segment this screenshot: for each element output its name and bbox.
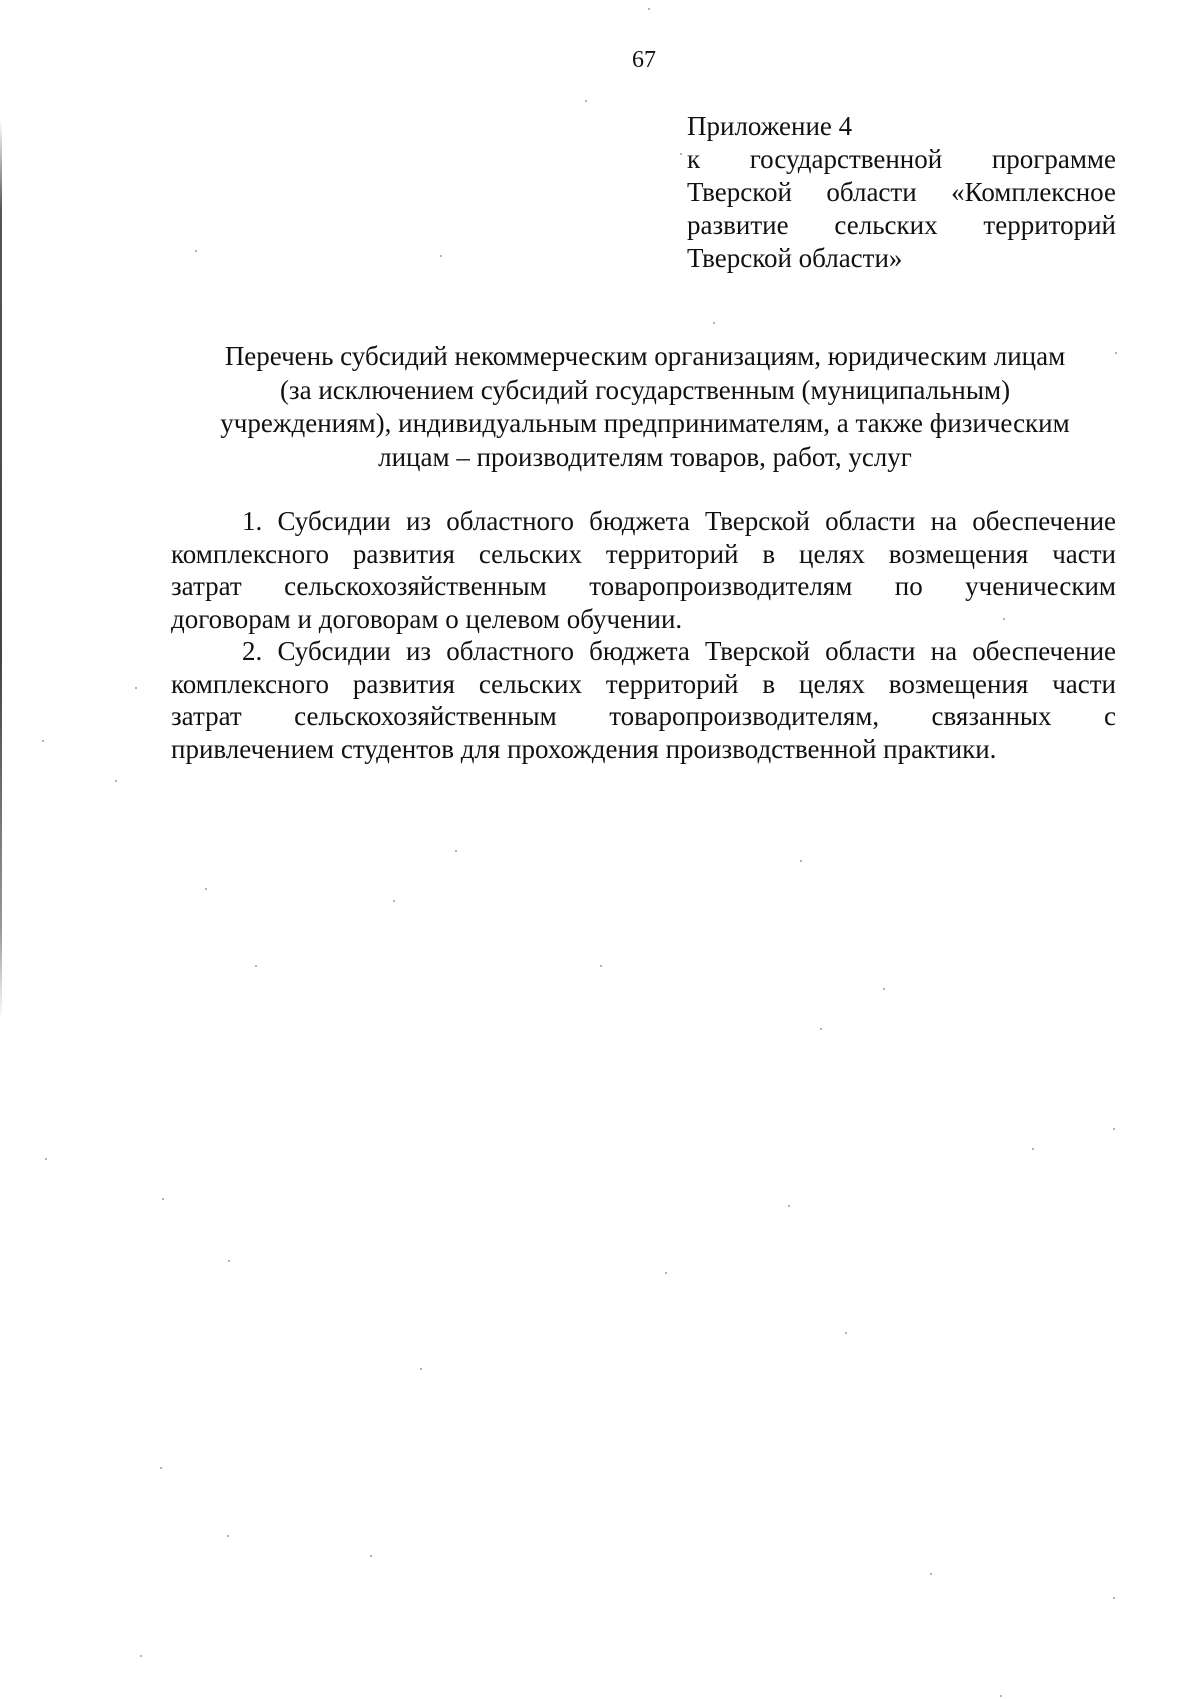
scan-speck — [140, 1655, 142, 1657]
scan-speck — [1032, 1148, 1034, 1150]
scan-speck — [420, 1368, 422, 1370]
scan-speck — [1113, 1128, 1115, 1130]
appendix-line: к государственной программе — [687, 144, 1116, 174]
scan-speck — [1000, 1695, 1002, 1697]
scan-speck — [370, 1555, 372, 1557]
heading-line: лицам – производителям товаров, работ, услуг — [378, 441, 912, 472]
scan-speck — [42, 740, 44, 742]
paragraph-line: затрат сельскохозяйственным товаропроизводителям, связанных с — [171, 701, 1116, 731]
appendix-line: Тверской области» — [687, 243, 903, 273]
appendix-title: Приложение 4 — [687, 111, 853, 141]
paragraph-line: комплексного развития сельских территорий в целях возмещения части — [171, 668, 1116, 699]
scan-speck — [845, 1332, 847, 1334]
scan-speck — [115, 780, 117, 782]
scan-speck — [1113, 1597, 1115, 1599]
scan-speck — [205, 888, 207, 890]
scan-speck — [227, 1535, 229, 1537]
page-number: 67 — [632, 47, 656, 73]
paragraph-2 — [171, 635, 1116, 765]
heading-line: Перечень субсидий некоммерческим организациям, юридическим лицам — [224, 341, 1066, 371]
heading-line: (за исключением субсидий государственным (муниципальным) — [279, 374, 1011, 405]
scan-speck — [393, 900, 395, 902]
scan-speck — [440, 255, 442, 257]
scan-speck — [135, 687, 137, 689]
appendix-reference — [687, 110, 1116, 275]
scan-speck — [455, 850, 457, 852]
scan-speck — [162, 1198, 164, 1200]
scan-speck — [195, 250, 197, 252]
scan-edge-shadow — [0, 120, 2, 1020]
paragraph-line: затрат сельскохозяйственным товаропроизводителям по ученическим — [171, 571, 1116, 601]
paragraph-line: 1. Субсидии из областного бюджета Тверской области на обеспечение — [242, 506, 1116, 536]
scan-speck — [255, 965, 257, 967]
appendix-line: Тверской области «Комплексное — [687, 177, 1116, 207]
heading-line: учреждениям), индивидуальным предпринимателям, а также физическим — [220, 408, 1070, 438]
scan-speck — [883, 988, 885, 990]
scan-speck — [820, 1028, 822, 1030]
document-body — [171, 505, 1116, 765]
paragraph-line: привлечением студентов для прохождения производственной практики. — [171, 733, 997, 764]
scan-speck — [1003, 618, 1005, 620]
paragraph-1 — [171, 505, 1116, 635]
scan-speck — [713, 322, 715, 324]
scan-speck — [788, 1205, 790, 1207]
scan-speck — [228, 1260, 230, 1262]
scan-speck — [585, 100, 587, 102]
scan-speck — [1115, 352, 1117, 354]
paragraph-line: комплексного развития сельских территорий в целях возмещения части — [171, 538, 1116, 569]
scan-speck — [665, 1272, 667, 1274]
scan-speck — [600, 965, 602, 967]
scan-speck — [648, 8, 650, 10]
scan-speck — [930, 1573, 932, 1575]
paragraph-line: 2. Субсидии из областного бюджета Тверской области на обеспечение — [242, 636, 1116, 666]
scan-speck — [160, 1467, 162, 1469]
scan-speck — [45, 1158, 47, 1160]
paragraph-line: договорам и договорам о целевом обучении. — [171, 603, 683, 634]
scan-speck — [800, 860, 802, 862]
appendix-line: развитие сельских территорий — [687, 210, 1116, 240]
document-heading — [190, 340, 1100, 474]
scan-speck — [680, 153, 682, 155]
